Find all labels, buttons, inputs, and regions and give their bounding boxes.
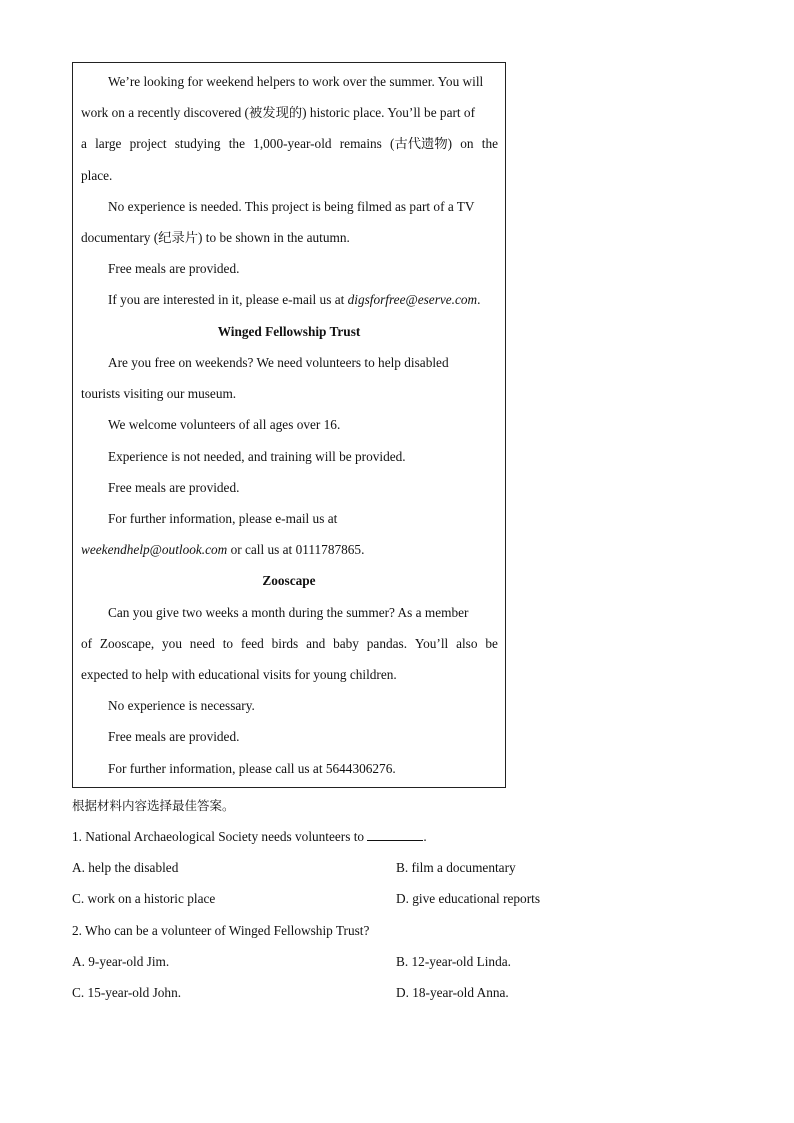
question-2-option-a[interactable]: A. 9-year-old Jim. [72, 954, 170, 969]
ad1-paragraph1-line2: work on a recently discovered (被发现的) historic place. You’ll be part of [81, 105, 475, 120]
word: baby [333, 636, 359, 651]
question-1-text: 1. National Archaeological Society needs volunteers to [72, 829, 368, 844]
question-1-option-d[interactable]: D. give educational reports [396, 891, 540, 906]
ad3-paragraph3: Free meals are provided. [108, 729, 240, 744]
word: you [162, 636, 182, 651]
word: the [481, 136, 498, 151]
word: a [81, 136, 87, 151]
question-1-end: . [423, 829, 427, 844]
ad1-paragraph1-line1: We’re looking for weekend helpers to work over the summer. You will [108, 74, 484, 89]
ad1-email-prefix: If you are interested in it, please e-mail us at [108, 292, 348, 307]
ad2-paragraph4: Free meals are provided. [108, 480, 240, 495]
ad3-paragraph1-line3: expected to help with educational visits for young children. [81, 667, 397, 682]
word: pandas. [366, 636, 408, 651]
ad3-paragraph1-line2 [81, 636, 498, 652]
ad1-paragraph3: Free meals are provided. [108, 261, 240, 276]
ad1-paragraph1-line3 [81, 136, 498, 152]
word: remains [339, 136, 382, 151]
question-2-stem: 2. Who can be a volunteer of Winged Fellowship Trust? [72, 923, 370, 938]
word: Zooscape, [99, 636, 155, 651]
ad1-paragraph4 [108, 292, 480, 308]
ad2-paragraph5-line2 [81, 542, 364, 558]
word: on [460, 136, 474, 151]
word: and [306, 636, 326, 651]
ad1-paragraph1-line4: place. [81, 168, 113, 183]
word: large [95, 136, 122, 151]
ad2-phone-text: or call us at 0111787865. [227, 542, 365, 557]
word: also [456, 636, 478, 651]
word: studying [174, 136, 221, 151]
ad1-paragraph2-line1: No experience is needed. This project is being filmed as part of a TV [108, 199, 475, 214]
ad3-title: Zooscape [262, 573, 316, 588]
word: be [485, 636, 498, 651]
ad2-paragraph3: Experience is not needed, and training will be provided. [108, 449, 406, 464]
ad1-email-link[interactable]: digsforfree@eserve.com [347, 292, 478, 307]
word: project [129, 136, 167, 151]
question-2-option-c[interactable]: C. 15-year-old John. [72, 985, 182, 1000]
word: to [222, 636, 234, 651]
question-1-stem [72, 829, 427, 845]
question-2-option-b[interactable]: B. 12-year-old Linda. [396, 954, 511, 969]
question-1-option-b[interactable]: B. film a documentary [396, 860, 516, 875]
word: (古代遗物) [390, 136, 453, 151]
word: You’ll [414, 636, 449, 651]
word: the [228, 136, 245, 151]
ad3-paragraph2: No experience is necessary. [108, 698, 255, 713]
ad2-paragraph1-line1: Are you free on weekends? We need volunteers to help disabled [108, 355, 449, 370]
question-1-option-c[interactable]: C. work on a historic place [72, 891, 216, 906]
question-2-option-d[interactable]: D. 18-year-old Anna. [396, 985, 509, 1000]
ad2-paragraph1-line2: tourists visiting our museum. [81, 386, 237, 401]
instruction-text: 根据材料内容选择最佳答案。 [72, 798, 235, 813]
word: feed [240, 636, 264, 651]
ad2-paragraph5-line1: For further information, please e-mail us at [108, 511, 338, 526]
ad3-paragraph1-line1: Can you give two weeks a month during the summer? As a member [108, 605, 469, 620]
word: need [189, 636, 215, 651]
question-1-option-a[interactable]: A. help the disabled [72, 860, 179, 875]
ad3-paragraph4: For further information, please call us at 5644306276. [108, 761, 396, 776]
word: 1,000-year-old [253, 136, 332, 151]
ad2-title: Winged Fellowship Trust [217, 324, 361, 339]
ad2-email-link[interactable]: weekendhelp@outlook.com [81, 542, 228, 557]
answer-blank [367, 829, 423, 841]
word: of [81, 636, 93, 651]
ad1-paragraph2-line2: documentary (纪录片) to be shown in the autumn. [81, 230, 350, 245]
word: birds [271, 636, 299, 651]
ad1-email-suffix: . [477, 292, 481, 307]
ad2-paragraph2: We welcome volunteers of all ages over 16. [108, 417, 341, 432]
